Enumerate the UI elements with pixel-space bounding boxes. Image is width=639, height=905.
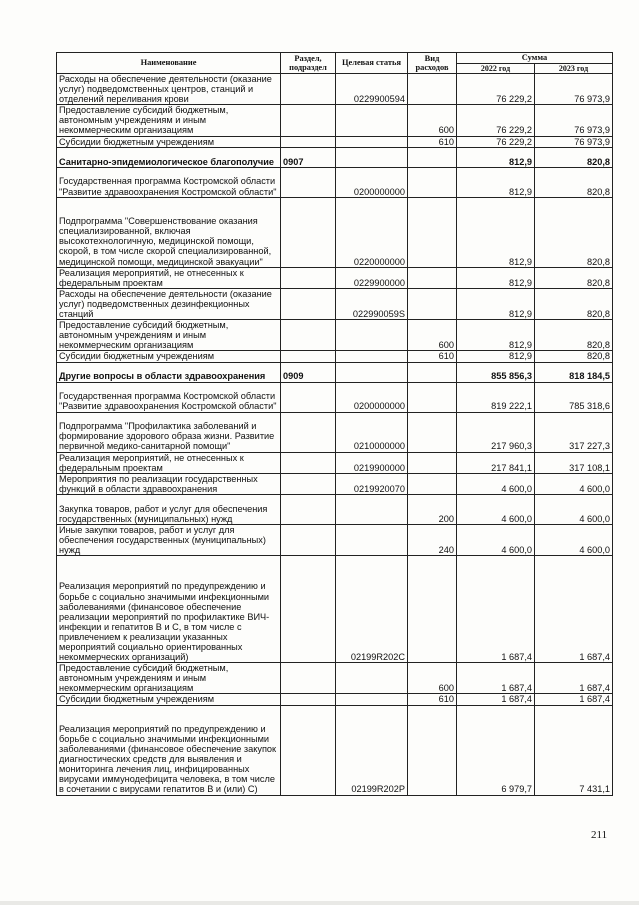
row-section-code	[281, 705, 336, 795]
row-expense-type: 600	[408, 105, 457, 136]
row-target-article: 0220000000	[336, 197, 408, 267]
row-section-code	[281, 663, 336, 694]
row-name: Субсидии бюджетным учреждениям	[57, 351, 281, 362]
row-target-article: 02199R202P	[336, 705, 408, 795]
row-expense-type	[408, 167, 457, 197]
row-name: Мероприятия по реализации государственных функций в области здравоохранения	[57, 473, 281, 494]
row-sum-2023: 76 973,9	[535, 74, 613, 105]
budget-table	[56, 52, 613, 796]
row-target-article: 0200000000	[336, 382, 408, 412]
row-name: Предоставление субсидий бюджетным, автономным учреждениям и иным некоммерческим организациям	[57, 320, 281, 351]
scan-edge	[0, 901, 639, 905]
row-expense-type: 610	[408, 136, 457, 147]
row-name: Государственная программа Костромской области "Развитие здравоохранения Костромской области"	[57, 382, 281, 412]
row-sum-2023: 820,8	[535, 147, 613, 167]
table-header	[57, 53, 613, 74]
row-name: Иные закупки товаров, работ и услуг для обеспечения государственных (муниципальных) нужд	[57, 524, 281, 555]
table-row	[57, 382, 613, 412]
table-row	[57, 452, 613, 473]
row-section-code	[281, 412, 336, 452]
table-row	[57, 136, 613, 147]
row-sum-2023: 820,8	[535, 267, 613, 288]
table-row	[57, 362, 613, 382]
row-sum-2022: 1 687,4	[457, 663, 535, 694]
row-name: Расходы на обеспечение деятельности (оказание услуг) подведомственных центров, станций и отделений переливания крови	[57, 74, 281, 105]
row-target-article	[336, 105, 408, 136]
row-target-article: 022990059S	[336, 288, 408, 319]
row-target-article: 0229900000	[336, 267, 408, 288]
header-razdel: Раздел, подраздел	[281, 53, 336, 74]
row-sum-2023: 1 687,4	[535, 663, 613, 694]
table-row	[57, 556, 613, 663]
row-sum-2022: 812,9	[457, 147, 535, 167]
row-name: Подпрограмма "Совершенствование оказания специализированной, включая высокотехнологичную, медицинской помощи, скорой, в том числе скорой специализированной, медицинской помощи, медицинской эвакуации"	[57, 197, 281, 267]
row-expense-type: 600	[408, 663, 457, 694]
row-section-code	[281, 556, 336, 663]
row-section-code	[281, 494, 336, 524]
row-sum-2022: 812,9	[457, 320, 535, 351]
row-section-code	[281, 320, 336, 351]
row-name: Реализация мероприятий по предупреждению и борьбе с социально значимыми инфекционными заболеваниями (финансовое обеспечение закупок диагностических средств для выявления и мониторинга лечения лиц, инфицированных вирусами иммунодефицита человека, в том числе в сочетании с вирусами гепатитов В и (или) С)	[57, 705, 281, 795]
table-row	[57, 524, 613, 555]
row-sum-2022: 1 687,4	[457, 694, 535, 705]
row-target-article: 0229900594	[336, 74, 408, 105]
row-sum-2022: 812,9	[457, 288, 535, 319]
row-section-code	[281, 351, 336, 362]
row-section-code	[281, 167, 336, 197]
row-sum-2022: 217 960,3	[457, 412, 535, 452]
row-name: Предоставление субсидий бюджетным, автономным учреждениям и иным некоммерческим организациям	[57, 105, 281, 136]
row-target-article: 0219920070	[336, 473, 408, 494]
row-section-code	[281, 74, 336, 105]
table-row	[57, 288, 613, 319]
row-section-code	[281, 694, 336, 705]
row-expense-type	[408, 556, 457, 663]
row-sum-2023: 820,8	[535, 197, 613, 267]
row-target-article: 02199R202C	[336, 556, 408, 663]
table-row	[57, 74, 613, 105]
row-sum-2022: 217 841,1	[457, 452, 535, 473]
row-name: Субсидии бюджетным учреждениям	[57, 136, 281, 147]
row-expense-type	[408, 74, 457, 105]
row-sum-2023: 820,8	[535, 351, 613, 362]
header-target-article: Целевая статья	[336, 53, 408, 74]
row-section-code	[281, 452, 336, 473]
row-expense-type	[408, 267, 457, 288]
row-sum-2022: 812,9	[457, 167, 535, 197]
row-name: Субсидии бюджетным учреждениям	[57, 694, 281, 705]
table-row	[57, 267, 613, 288]
row-sum-2022: 819 222,1	[457, 382, 535, 412]
row-target-article: 0219900000	[336, 452, 408, 473]
row-sum-2023: 7 431,1	[535, 705, 613, 795]
row-section-code	[281, 105, 336, 136]
table-row	[57, 473, 613, 494]
row-sum-2023: 76 973,9	[535, 136, 613, 147]
row-section-code	[281, 197, 336, 267]
row-expense-type: 200	[408, 494, 457, 524]
row-section-code	[281, 136, 336, 147]
row-sum-2023: 317 227,3	[535, 412, 613, 452]
row-name: Другие вопросы в области здравоохранения	[57, 362, 281, 382]
row-section-code	[281, 473, 336, 494]
row-sum-2022: 812,9	[457, 351, 535, 362]
row-sum-2023: 818 184,5	[535, 362, 613, 382]
row-sum-2022: 76 229,2	[457, 105, 535, 136]
row-expense-type	[408, 362, 457, 382]
table-row	[57, 663, 613, 694]
table-row	[57, 412, 613, 452]
row-sum-2023: 785 318,6	[535, 382, 613, 412]
header-name: Наименование	[57, 53, 281, 74]
row-target-article: 0210000000	[336, 412, 408, 452]
row-name: Предоставление субсидий бюджетным, автономным учреждениям и иным некоммерческим организациям	[57, 663, 281, 694]
row-sum-2023: 1 687,4	[535, 556, 613, 663]
row-sum-2022: 855 856,3	[457, 362, 535, 382]
row-sum-2023: 820,8	[535, 288, 613, 319]
row-expense-type	[408, 473, 457, 494]
row-name: Реализация мероприятий, не отнесенных к федеральным проектам	[57, 452, 281, 473]
row-name: Реализация мероприятий по предупреждению и борьбе с социально значимыми инфекционными заболеваниями (финансовое обеспечение реализации мероприятий по профилактике ВИЧ- инфекции и гепатитов В и С, в том числе с привлечением к реализации указанных мероприятий социально ориентированных некоммерческих организаций)	[57, 556, 281, 663]
row-target-article	[336, 351, 408, 362]
table-row	[57, 705, 613, 795]
row-sum-2023: 1 687,4	[535, 694, 613, 705]
row-sum-2023: 317 108,1	[535, 452, 613, 473]
row-section-code: 0909	[281, 362, 336, 382]
row-expense-type	[408, 705, 457, 795]
table-row	[57, 494, 613, 524]
row-sum-2022: 6 979,7	[457, 705, 535, 795]
row-sum-2022: 4 600,0	[457, 494, 535, 524]
row-expense-type	[408, 412, 457, 452]
row-sum-2023: 820,8	[535, 167, 613, 197]
table-row	[57, 197, 613, 267]
header-sum: Сумма	[457, 53, 613, 64]
row-target-article	[336, 524, 408, 555]
row-sum-2022: 76 229,2	[457, 74, 535, 105]
table-row	[57, 694, 613, 705]
row-target-article	[336, 494, 408, 524]
page-number: 211	[591, 829, 608, 841]
row-sum-2022: 4 600,0	[457, 524, 535, 555]
row-sum-2022: 76 229,2	[457, 136, 535, 147]
row-sum-2023: 4 600,0	[535, 473, 613, 494]
header-expense-type: Вид расходов	[408, 53, 457, 74]
row-expense-type	[408, 197, 457, 267]
table-row	[57, 320, 613, 351]
row-name: Расходы на обеспечение деятельности (оказание услуг) подведомственных дезинфекционных станций	[57, 288, 281, 319]
table-row	[57, 105, 613, 136]
row-target-article	[336, 136, 408, 147]
row-name: Подпрограмма "Профилактика заболеваний и формирование здорового образа жизни. Развитие первичной медико-санитарной помощи"	[57, 412, 281, 452]
table-body	[57, 74, 613, 796]
row-name: Реализация мероприятий, не отнесенных к федеральным проектам	[57, 267, 281, 288]
row-target-article	[336, 147, 408, 167]
row-expense-type: 610	[408, 694, 457, 705]
row-expense-type	[408, 382, 457, 412]
table-row	[57, 167, 613, 197]
row-expense-type: 600	[408, 320, 457, 351]
header-year-2022: 2022 год	[457, 64, 535, 74]
row-expense-type	[408, 452, 457, 473]
row-expense-type: 240	[408, 524, 457, 555]
row-sum-2023: 820,8	[535, 320, 613, 351]
row-expense-type: 610	[408, 351, 457, 362]
table-row	[57, 147, 613, 167]
row-name: Закупка товаров, работ и услуг для обеспечения государственных (муниципальных) нужд	[57, 494, 281, 524]
row-target-article	[336, 663, 408, 694]
row-sum-2022: 1 687,4	[457, 556, 535, 663]
row-target-article	[336, 320, 408, 351]
row-name: Санитарно-эпидемиологическое благополучие	[57, 147, 281, 167]
row-sum-2023: 76 973,9	[535, 105, 613, 136]
row-sum-2023: 4 600,0	[535, 494, 613, 524]
row-section-code	[281, 524, 336, 555]
table-row	[57, 351, 613, 362]
row-sum-2022: 812,9	[457, 267, 535, 288]
row-sum-2022: 812,9	[457, 197, 535, 267]
row-expense-type	[408, 288, 457, 319]
row-expense-type	[408, 147, 457, 167]
row-section-code	[281, 267, 336, 288]
row-sum-2023: 4 600,0	[535, 524, 613, 555]
row-target-article: 0200000000	[336, 167, 408, 197]
header-year-2023: 2023 год	[535, 64, 613, 74]
row-section-code	[281, 382, 336, 412]
row-section-code: 0907	[281, 147, 336, 167]
row-target-article	[336, 362, 408, 382]
row-name: Государственная программа Костромской области "Развитие здравоохранения Костромской области"	[57, 167, 281, 197]
row-section-code	[281, 288, 336, 319]
row-target-article	[336, 694, 408, 705]
row-sum-2022: 4 600,0	[457, 473, 535, 494]
